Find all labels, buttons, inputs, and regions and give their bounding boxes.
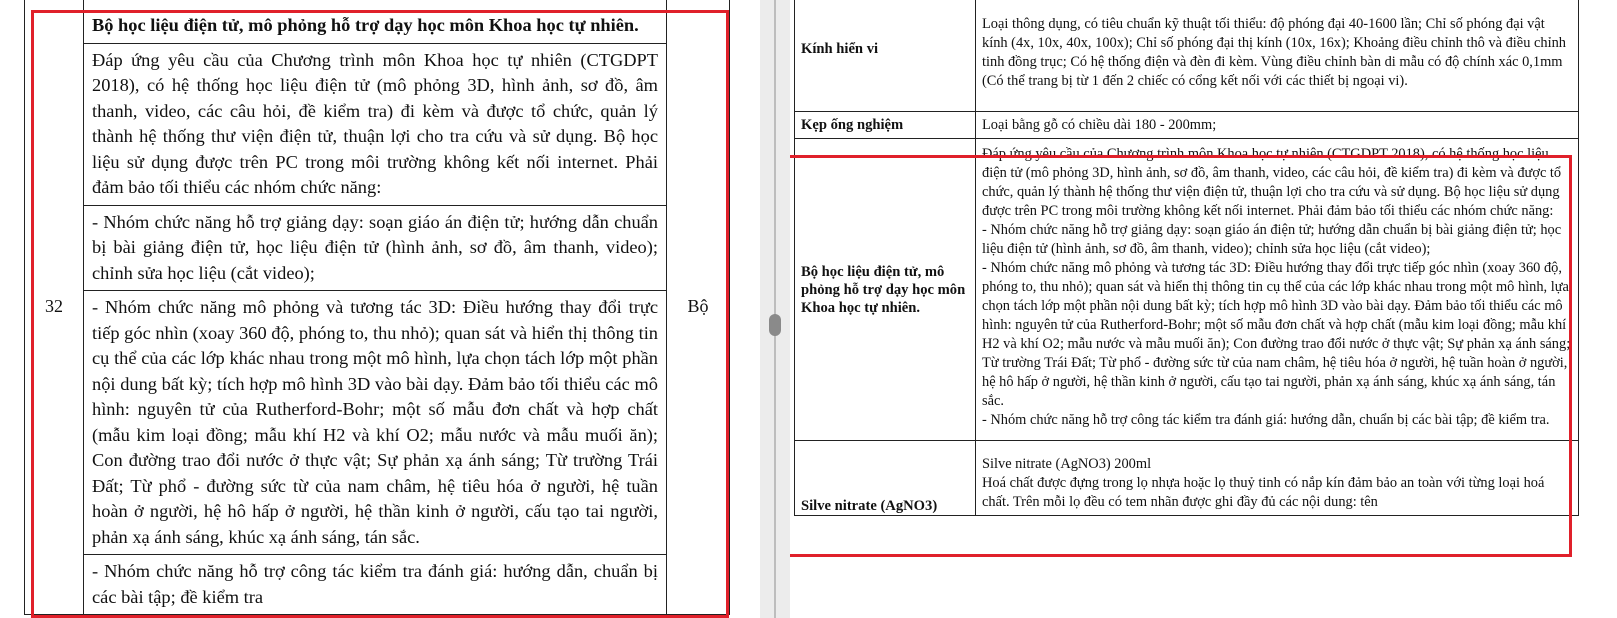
item-desc-cell: Loại bằng gỗ có chiều dài 180 - 200mm;	[976, 112, 1579, 139]
description-paragraph: - Nhóm chức năng hỗ trợ giảng dạy: soạn giáo án điện tử; hướng dẫn chuẩn bị bài giảng điện tử, học liệu điện tử (hình ảnh, sơ đồ, âm thanh, video); chỉnh sửa học liệu (cắt video);	[84, 205, 667, 291]
desc-line: Đáp ứng yêu cầu của Chương trình môn Khoa học tự nhiên (CTGDPT 2018), có hệ thống học liệu điện tử (mô phỏng 3D, hình ảnh, sơ đồ, âm thanh, video, các câu hỏi, đề kiểm tra) đi kèm và được tổ chức, quản lý thành hệ thống thư viện điện tử, thuận lợi cho tra cứu và sử dụng. Bộ học liệu sử dụng được trên PC trong môi trường không kết nối internet. Phải đảm bảo tối thiểu các nhóm chức năng:	[982, 146, 1562, 219]
table-row	[25, 291, 730, 555]
desc-line: - Nhóm chức năng mô phỏng và tương tác 3D: Điều hướng thay đổi trực tiếp góc nhìn (xoay 360 độ, phóng to, thu nhỏ); quan sát và hiển thị thông tin cụ thể của các lớp khác nhau trong một mô hình, lựa chọn tách lớp một phần nội dung bất kỳ; tích hợp mô hình 3D vào bài dạy. Đảm bảo tối thiểu các mô hình: nguyên tử của Rutherford-Bohr; một số mẫu đơn chất và hợp chất (mẫu kim loại đồng; mẫu khí H2 và khí O2; mẫu nước và mẫu muối ăn); Con đường trao đổi nước ở thực vật; Sự phản xạ ánh sáng; Từ trường Trái Đất; Từ phổ - đường sức từ của nam châm, hệ tiêu hóa ở người, hệ tuần hoàn ở người, hệ hô hấp ở người, hệ thần kinh ở người, cấu tạo tai người, phản xạ ánh sáng, khúc xạ ánh sáng, tán sắc.	[982, 260, 1571, 409]
pane-splitter[interactable]	[760, 0, 790, 618]
left-document-pane[interactable]	[0, 0, 760, 618]
item-title-cell: Bộ học liệu điện tử, mô phỏng hỗ trợ dạy học môn Khoa học tự nhiên.	[84, 0, 667, 43]
table-row	[795, 112, 1579, 139]
table-row	[25, 205, 730, 291]
right-equipment-table	[794, 0, 1579, 516]
table-row	[25, 43, 730, 205]
item-name-cell: Kẹp ống nghiệm	[795, 112, 976, 139]
item-name-cell: Bộ học liệu điện tử, mô phỏng hỗ trợ dạy học môn Khoa học tự nhiên.	[795, 139, 976, 441]
unit-cell: Bộ	[667, 0, 730, 615]
left-equipment-table	[24, 0, 730, 615]
description-paragraph: - Nhóm chức năng mô phỏng và tương tác 3D: Điều hướng thay đổi trực tiếp góc nhìn (xoay 360 độ, phóng to, thu nhỏ); quan sát và hiển thị thông tin cụ thể của các lớp khác nhau trong một mô hình, lựa chọn tách lớp một phần nội dung bất kỳ; tích hợp mô hình 3D vào bài dạy. Đảm bảo tối thiểu các mô hình: nguyên tử của Rutherford-Bohr; một số mẫu đơn chất và hợp chất (mẫu kim loại đồng; mẫu khí H2 và khí O2; mẫu nước và mẫu muối ăn); Con đường trao đổi nước ở thực vật; Sự phản xạ ánh sáng; Từ trường Trái Đất; Từ phổ - đường sức từ của nam châm, hệ tiêu hóa ở người, hệ tuần hoàn ở người, hệ hô hấp ở người, hệ thần kinh ở người, cấu tạo tai người, phản xạ ánh sáng, khúc xạ ánh sáng, tán sắc.	[84, 291, 667, 555]
item-desc-cell	[976, 139, 1579, 441]
desc-line: - Nhóm chức năng hỗ trợ công tác kiểm tra đánh giá: hướng dẫn, chuẩn bị các bài tập; đề kiểm tra.	[982, 412, 1550, 428]
right-document-pane[interactable]	[790, 0, 1617, 618]
item-name-cell: Silve nitrate (AgNO3)	[795, 441, 976, 516]
desc-line: Hoá chất được đựng trong lọ nhựa hoặc lọ thuỷ tinh có nắp kín đảm bảo an toàn với từng loại hoá chất. Trên mỗi lọ đều có tem nhãn được ghi đầy đủ các nội dung: tên	[982, 475, 1545, 510]
description-paragraph: Đáp ứng yêu cầu của Chương trình môn Khoa học tự nhiên (CTGDPT 2018), có hệ thống học liệu điện tử (mô phỏng 3D, hình ảnh, sơ đồ, âm thanh, video, các câu hỏi, đề kiểm tra) đi kèm và được tổ chức, quản lý thành hệ thống thư viện điện tử, thuận lợi cho tra cứu và sử dụng. Bộ học liệu sử dụng được trên PC trong môi trường không kết nối internet. Phải đảm bảo tối thiểu các nhóm chức năng:	[84, 43, 667, 205]
row-number-cell: 32	[25, 0, 84, 615]
splitter-handle[interactable]	[769, 314, 781, 336]
table-row	[795, 0, 1579, 112]
table-row	[795, 441, 1579, 516]
splitter-line	[774, 0, 776, 618]
desc-line: - Nhóm chức năng hỗ trợ giảng dạy: soạn giáo án điện tử; hướng dẫn chuẩn bị bài giảng điện tử; học liệu điện tử (hình ảnh, sơ đồ, âm thanh, video); chỉnh sửa học liệu (cắt video);	[982, 222, 1562, 257]
item-desc-cell: Loại thông dụng, có tiêu chuẩn kỹ thuật tối thiểu: độ phóng đại 40-1600 lần; Chỉ số phóng đại vật kính (4x, 10x, 40x, 100x); Chỉ số phóng đại thị kính (10x, 16x); Khoảng điều chỉnh thô và điều chỉnh tinh đồng trục; Có hệ thống điện và đèn đi kèm. Vùng điều chỉnh bàn di mẫu có độ chính xác 0,1mm (Có thể trang bị từ 1 đến 2 chiếc có cổng kết nối với các thiết bị ngoại vi).	[976, 0, 1579, 112]
desc-line: Silve nitrate (AgNO3) 200ml	[982, 456, 1152, 472]
table-row	[795, 139, 1579, 441]
item-desc-cell	[976, 441, 1579, 516]
table-row	[25, 0, 730, 43]
table-row	[25, 555, 730, 615]
description-paragraph: - Nhóm chức năng hỗ trợ công tác kiểm tra đánh giá: hướng dẫn, chuẩn bị các bài tập; đề kiểm tra	[84, 555, 667, 615]
item-name-cell: Kính hiển vi	[795, 0, 976, 112]
